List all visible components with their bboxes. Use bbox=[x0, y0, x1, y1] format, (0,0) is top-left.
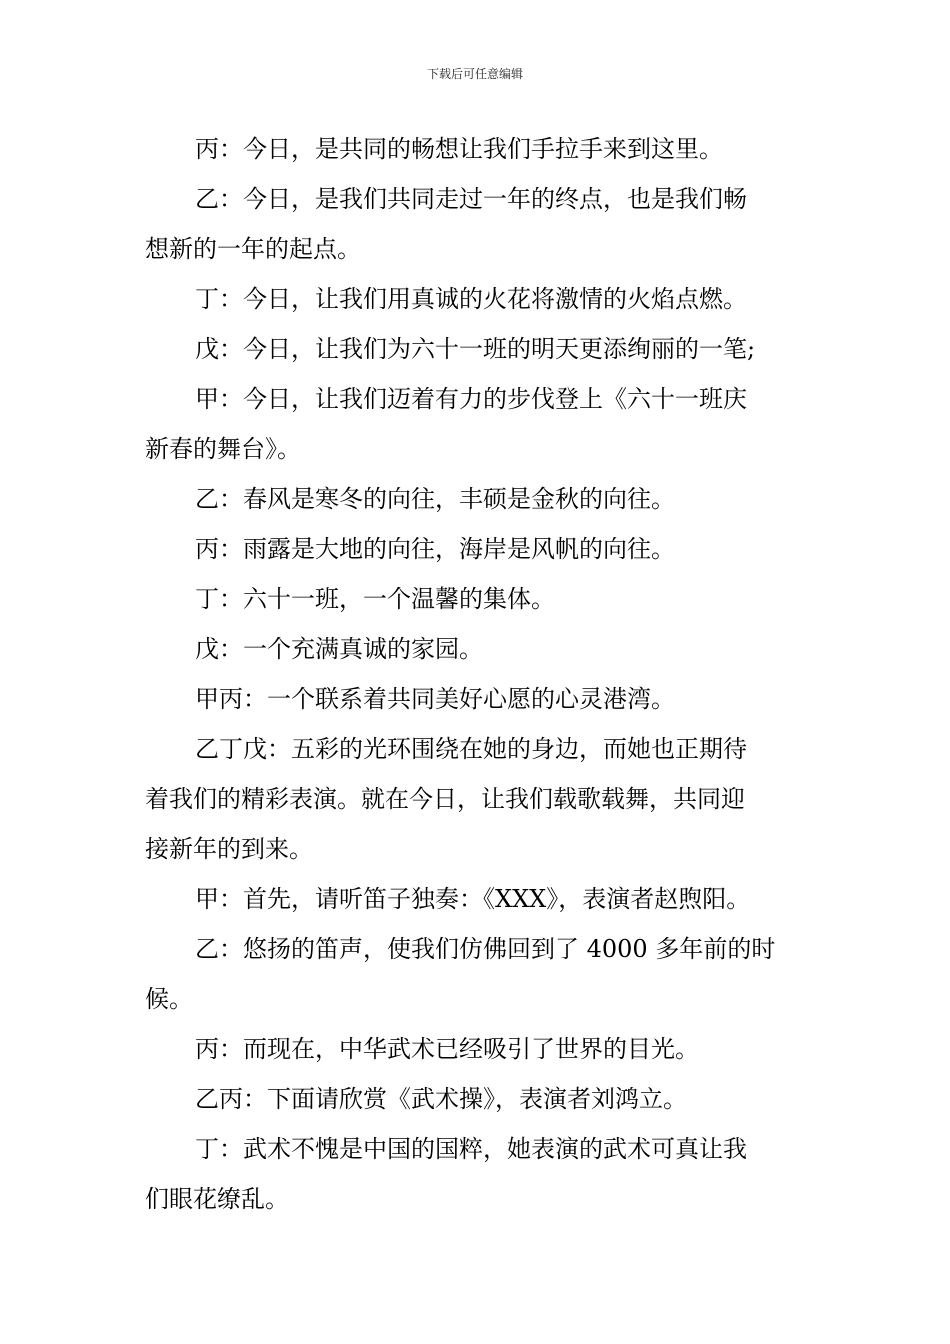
text-line: 接新年的到来。 bbox=[145, 835, 313, 863]
text-line: 乙丁戊：五彩的光环围绕在她的身边，而她也正期待 bbox=[195, 735, 747, 763]
text-line: 乙：春风是寒冬的向往，丰硕是金秋的向往。 bbox=[195, 485, 675, 513]
paragraph bbox=[145, 524, 805, 574]
paragraph bbox=[145, 324, 805, 374]
text-line: 戊：今日，让我们为六十一班的明天更添绚丽的一笔; bbox=[195, 335, 756, 363]
document-body bbox=[145, 124, 805, 1224]
paragraph bbox=[145, 1124, 805, 1224]
paragraph bbox=[145, 674, 805, 724]
text-line: 候。 bbox=[145, 985, 193, 1013]
text-line: 甲：今日，让我们迈着有力的步伐登上《六十一班庆 bbox=[195, 385, 747, 413]
paragraph bbox=[145, 374, 805, 474]
paragraph bbox=[145, 124, 805, 174]
text-line: 甲：首先，请听笛子独奏：《XXX》，表演者赵煦阳。 bbox=[195, 885, 751, 913]
text-line: 甲丙：一个联系着共同美好心愿的心灵港湾。 bbox=[195, 685, 675, 713]
paragraph bbox=[145, 1074, 805, 1124]
paragraph bbox=[145, 624, 805, 674]
paragraph bbox=[145, 574, 805, 624]
text-line: 乙：悠扬的笛声，使我们仿佛回到了 4000 多年前的时 bbox=[195, 935, 776, 963]
paragraph bbox=[145, 474, 805, 524]
text-line: 丙：今日，是共同的畅想让我们手拉手来到这里。 bbox=[195, 135, 723, 163]
paragraph bbox=[145, 924, 805, 1024]
paragraph bbox=[145, 874, 805, 924]
page-header-note: 下载后可任意编辑 bbox=[426, 67, 523, 81]
text-line: 乙：今日，是我们共同走过一年的终点，也是我们畅 bbox=[195, 185, 747, 213]
text-line: 乙丙：下面请欣赏《武术操》，表演者刘鸿立。 bbox=[195, 1085, 687, 1113]
paragraph bbox=[145, 174, 805, 274]
text-line: 丙：而现在，中华武术已经吸引了世界的目光。 bbox=[195, 1035, 699, 1063]
text-line: 着我们的精彩表演。就在今日，让我们载歌载舞，共同迎 bbox=[145, 785, 745, 813]
text-line: 想新的一年的起点。 bbox=[145, 235, 361, 263]
text-line: 丁：武术不愧是中国的国粹，她表演的武术可真让我 bbox=[195, 1135, 747, 1163]
text-line: 戊：一个充满真诚的家园。 bbox=[195, 635, 483, 663]
paragraph bbox=[145, 724, 805, 874]
text-line: 们眼花缭乱。 bbox=[145, 1185, 289, 1213]
text-line: 新春的舞台》。 bbox=[145, 435, 301, 463]
text-line: 丁：六十一班，一个温馨的集体。 bbox=[195, 585, 555, 613]
text-line: 丙：雨露是大地的向往，海岸是风帆的向往。 bbox=[195, 535, 675, 563]
paragraph bbox=[145, 274, 805, 324]
paragraph bbox=[145, 1024, 805, 1074]
text-line: 丁：今日，让我们用真诚的火花将激情的火焰点燃。 bbox=[195, 285, 747, 313]
